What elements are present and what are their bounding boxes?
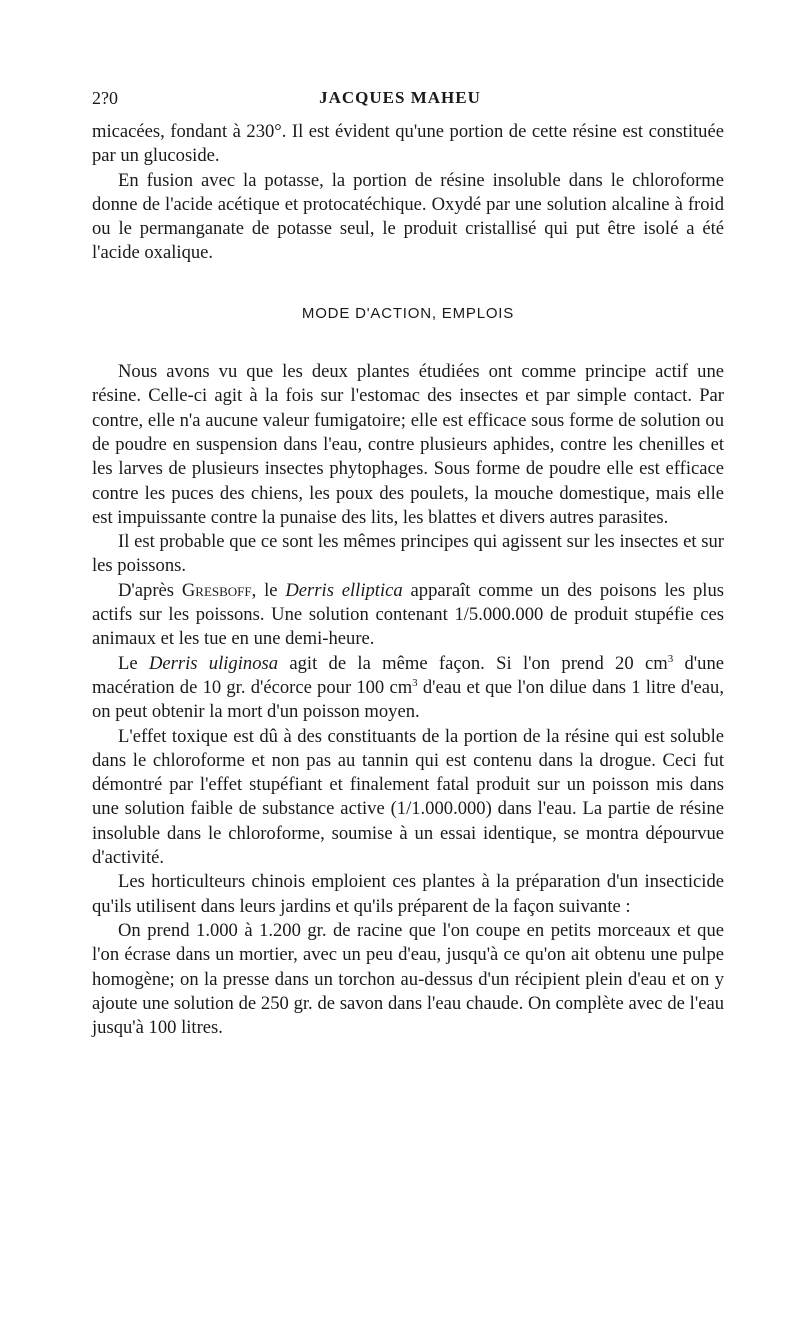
- text-run: d'une macération de 10 gr. d'écorce pour 100 cm: [92, 652, 724, 698]
- paragraph-uliginosa: [92, 652, 724, 725]
- superscript: 3: [667, 652, 674, 665]
- superscript: 3: [412, 676, 418, 689]
- text-run: apparaît comme un des poisons les plus actifs sur les poissons. Une solution contenant 1/5.000.000 de produit stupéfie ces animaux et les tue en une demi-heure.: [92, 579, 724, 650]
- text-run: , le: [251, 579, 286, 601]
- paragraph-fusion: En fusion avec la potasse, la portion de résine insoluble dans le chloroforme donne de l'acide acétique et protocatéchique. Oxydé par une solution alcaline à froid ou le permanganate de potasse seul, le produit cristallisé qui put être isolé a été l'acide oxalique.: [92, 169, 724, 264]
- paragraph-toxic-effect: L'effet toxique est dû à des constituants de la portion de la résine qui est soluble dans le chloroforme et non pas au tannin qui est contenu dans la drogue. Ceci fut démontré par l'effet stupéfiant et finalement fatal produit sur un poisson mis dans une solution faible de substance active (1/1.000.000) dans l'eau. La partie de résine insoluble dans le chloroforme, soumise à un essai identique, se montra dépourvue d'activité.: [92, 725, 724, 869]
- species-name: Derris elliptica: [285, 579, 403, 601]
- author-name: Gresboff: [181, 579, 252, 601]
- paragraph-recipe: On prend 1.000 à 1.200 gr. de racine que l'on coupe en petits morceaux et que l'on écrase dans un mortier, avec un peu d'eau, jusqu'à ce qu'on ait obtenu une pulpe homogène; on la presse dans un torchon au-dessus d'un récipient plein d'eau et on y ajoute une solution de 250 gr. de savon dans l'eau chaude. On complète avec de l'eau jusqu'à 100 litres.: [92, 919, 724, 1039]
- running-head: JACQUES MAHEU: [319, 88, 481, 107]
- species-name: Derris uliginosa: [148, 652, 279, 674]
- page-header: [92, 88, 708, 112]
- paragraph-fish: Il est probable que ce sont les mêmes principes qui agissent sur les insectes et sur les poissons.: [92, 531, 724, 577]
- text-run: Le: [118, 652, 149, 674]
- paragraph-horticulteurs: Les horticulteurs chinois emploient ces plantes à la préparation d'un insecticide qu'ils utilisent dans leurs jardins et qu'ils préparent de la façon suivante :: [92, 871, 724, 917]
- section-title: MODE D'ACTION, EMPLOIS: [301, 304, 515, 322]
- text-run: D'après: [118, 579, 182, 601]
- paragraph-principle: Nous avons vu que les deux plantes étudiées ont comme principe actif une résine. Celle-ci agit à la fois sur l'estomac des insectes et par simple contact. Par contre, elle n'a aucune valeur fumigatoire; elle est efficace sous forme de solution ou de poudre en suspension dans l'eau, contre plusieurs aphides, contre les chenilles et les larves de plusieurs insectes phytophages. Sous forme de poudre elle est efficace contre les puces des chiens, les poux des poulets, la mouche domestique, mais elle est impuissante contre la punaise des lits, les blattes et divers autres parasites.: [92, 361, 724, 528]
- text-run: d'eau et que l'on dilue dans 1 litre d'eau, on peut obtenir la mort d'un poisson moyen.: [92, 676, 724, 723]
- page-number: 2?0: [92, 88, 118, 108]
- paragraph-gresboff: [92, 579, 724, 652]
- paragraph-continuation: micacées, fondant à 230°. Il est évident qu'une portion de cette résine est constituée par un glucoside.: [92, 121, 724, 167]
- page-body: [92, 120, 724, 1040]
- text-run: agit de la même façon. Si l'on prend 20 cm: [278, 652, 668, 674]
